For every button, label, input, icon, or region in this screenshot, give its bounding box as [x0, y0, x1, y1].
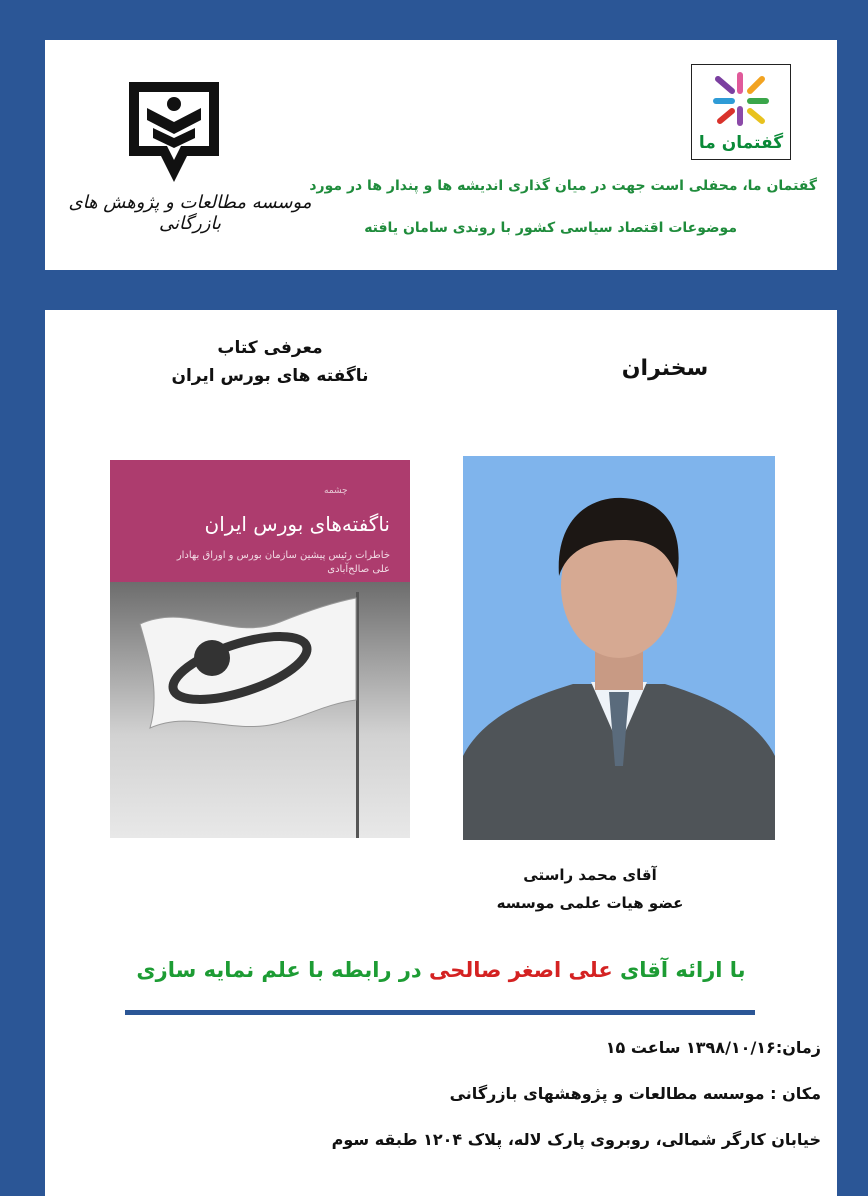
brand-label: گفتمان ما [698, 133, 784, 153]
speaker-photo [463, 456, 775, 840]
tagline-line-2: موضوعات اقتصاد سیاسی کشور با روندی سامان یافته [364, 220, 737, 236]
person-icon [463, 456, 775, 840]
book-cover-image [110, 582, 410, 838]
divider [125, 1010, 755, 1015]
event-date: زمان:۱۳۹۸/۱۰/۱۶ ساعت ۱۵ [605, 1038, 821, 1057]
goftemane-ma-logo [691, 64, 791, 160]
brand-mark-icon [710, 71, 772, 127]
book-cover-title: ناگفته‌های بورس ایران [204, 512, 390, 536]
speaker-role: عضو هیات علمی موسسه [496, 894, 684, 912]
book-cover [110, 460, 410, 838]
event-place: مکان : موسسه مطالعات و پژوهشهای بازرگانی [449, 1084, 821, 1103]
book-cover-subtitle: خاطرات رئیس پیشین سازمان بورس و اوراق بهادار [176, 550, 390, 561]
headline-part-1: با ارائه آقای [612, 958, 746, 982]
header-panel [45, 40, 837, 270]
headline-presenter: علی اصغر صالحی [429, 958, 613, 982]
book-cover-author: علی صالح‌آبادی [327, 564, 390, 575]
flag-icon [110, 582, 410, 838]
event-address: خیابان کارگر شمالی، روبروی پارک لاله، پلاک ۱۲۰۴ طبقه سوم [331, 1130, 821, 1149]
institute-logo-icon [123, 78, 225, 188]
presentation-headline [65, 958, 817, 982]
headline-part-3: در رابطه با علم نمایه سازی [136, 958, 430, 982]
tagline-line-1: گفتمان ما، محفلی است جهت در میان گذاری اندیشه ها و پندار ها در مورد [309, 178, 817, 194]
institute-name: موسسه مطالعات و پژوهش های بازرگانی [68, 192, 312, 234]
book-name: ناگفته های بورس ایران [171, 366, 369, 386]
speaker-name: آقای محمد راستی [523, 866, 657, 884]
main-panel [45, 310, 837, 1196]
book-publisher: چشمه [324, 486, 348, 496]
book-section-title: معرفی کتاب [217, 338, 323, 358]
speakers-heading: سخنران [621, 356, 709, 381]
